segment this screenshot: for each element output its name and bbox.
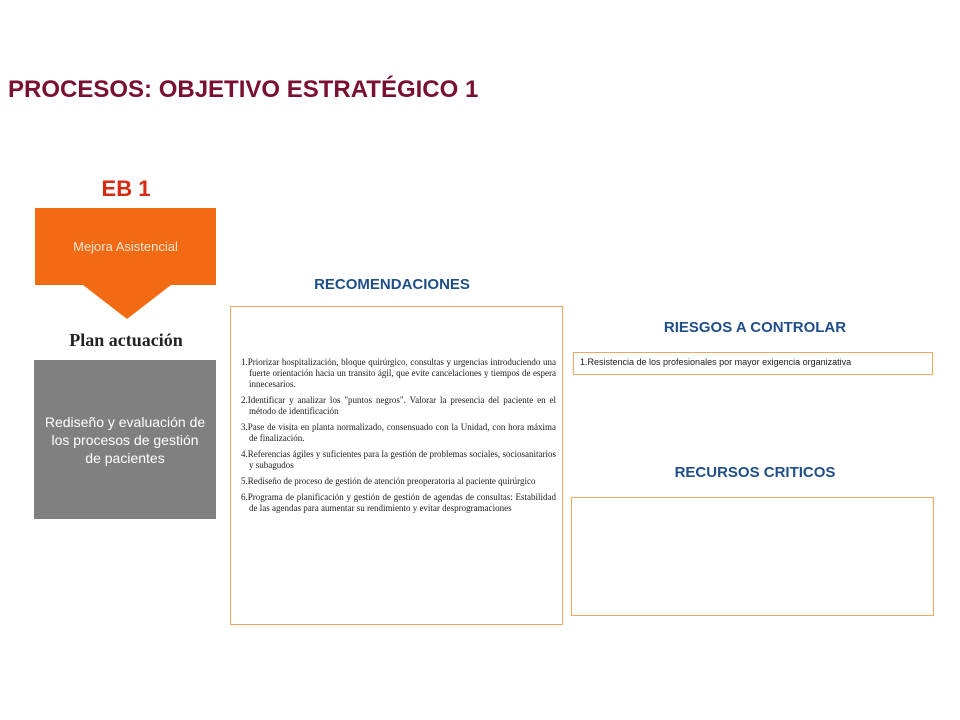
list-item: 4.Referencias ágiles y suficientes para la gestión de problemas sociales, sociosanitarios y subagudos: [241, 449, 556, 470]
list-item: 1.Priorizar hospitalización, bloque quirúrgico, consultas y urgencias introduciendo una fuerte orientación hacia un transito ágil, que evite cancelaciones y tiempos de espera innecesarios.: [241, 357, 556, 389]
recursos-heading: RECURSOS CRITICOS: [674, 464, 836, 481]
plan-label: Plan actuación: [69, 330, 183, 350]
page-title: PROCESOS: OBJETIVO ESTRATÉGICO 1: [8, 76, 479, 103]
list-item: 6.Programa de planificación y gestión de gestión de agendas de consultas: Estabilidad de las agendas para aumentar su rendimiento y evitar desprogramaciones: [241, 492, 556, 513]
list-item: 3.Pase de visita en planta normalizado, consensuado con la Unidad, con hora máxima de finalización.: [241, 422, 556, 443]
eb-box-text: Mejora Asistencial: [73, 239, 178, 254]
recomendaciones-list: [241, 357, 556, 514]
eb-box: [35, 208, 216, 285]
list-item: 2.Identificar y analizar los "puntos negros". Valorar la presencia del paciente en el método de identificación: [241, 395, 556, 416]
recomendaciones-box: [230, 306, 563, 625]
plan-box-text: Rediseño y evaluación de los procesos de gestión de pacientes: [44, 413, 206, 466]
eb-label: EB 1: [101, 176, 151, 201]
recomendaciones-heading: RECOMENDACIONES: [314, 276, 470, 293]
plan-box: [34, 360, 216, 519]
list-item: 1.Resistencia de los profesionales por mayor exigencia organizativa: [580, 357, 852, 367]
list-item: 5.Rediseño de proceso de gestión de atención preoperatoria al paciente quirúrgico: [241, 476, 536, 486]
down-arrow-icon: [83, 285, 171, 319]
riesgos-box: [573, 352, 933, 375]
recursos-box: [571, 497, 934, 616]
riesgos-heading: RIESGOS A CONTROLAR: [663, 319, 847, 336]
